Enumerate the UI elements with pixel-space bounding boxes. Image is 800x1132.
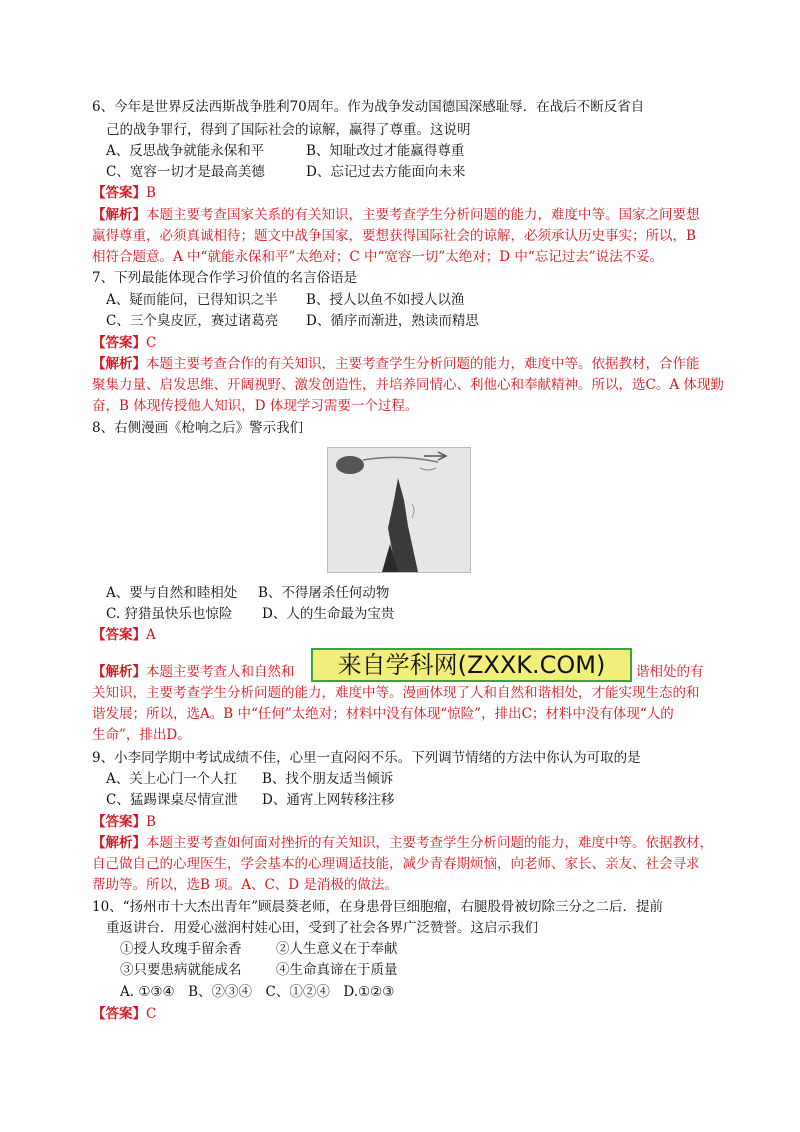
- q8-analysis-text1a: 本题主要考查人和自然和: [146, 664, 295, 680]
- q10-answer-tag: 【答案】: [92, 1006, 146, 1022]
- q8-option-d: D、人的生命最为宝贵: [262, 606, 395, 622]
- q10-answer-value: C: [146, 1006, 157, 1022]
- q8-analysis-text1b: 谐相处的有: [636, 664, 704, 680]
- q7-analysis-line3: 奋，B 体现传授他人知识，D 体现学习需要一个过程。: [92, 398, 419, 414]
- q7-option-d: D、循序而渐进，熟读而精思: [306, 313, 479, 329]
- q6-option-a: A、反思战争就能永保和平: [106, 143, 265, 159]
- q10-statement-1: ①授人玫瑰手留余香: [120, 941, 242, 957]
- q9-analysis-line1: [92, 833, 713, 853]
- q6-option-c: C、宽容一切才是最高美德: [106, 164, 265, 180]
- q9-option-b: B、找个朋友适当倾诉: [262, 771, 394, 787]
- q10-statement-2: ②人生意义在于奉献: [276, 941, 398, 957]
- q10-options: A. ①③④ B、②③④ C、①②④ D.①②③: [120, 984, 395, 1000]
- watermark-banner: 来自学科网(ZXXK.COM): [311, 648, 632, 682]
- q9-option-d: D、通宵上网转移注移: [262, 792, 395, 808]
- q6-option-d: D、忘记过去方能面向未来: [306, 164, 466, 180]
- q6-analysis-line2: 赢得尊重，必须真诚相待；题文中战争国家，要想获得国际社会的谅解，必须承认历史事实；所以，B: [92, 228, 696, 244]
- q7-analysis-tag: 【解析】: [92, 356, 146, 372]
- q7-analysis-line2: 聚集力量、启发思维、开阔视野、激发创造性，并培养同情心、利他心和奉献精神。所以，选C。A 体现勤: [92, 377, 724, 393]
- q8-answer: [92, 625, 156, 645]
- q7-option-b: B、授人以鱼不如授人以渔: [306, 292, 465, 308]
- q6-answer-value: B: [146, 185, 156, 201]
- q7-analysis-text1: 本题主要考查合作的有关知识，主要考查学生分析问题的能力，难度中等。依据教材，合作能: [146, 356, 700, 372]
- q10-statement-3: ③只要患病就能成名: [120, 962, 242, 978]
- q9-analysis-text1: 本题主要考查如何面对挫折的有关知识，主要考查学生分析问题的能力，难度中等。依据教材，: [146, 835, 713, 851]
- q7-answer-tag: 【答案】: [92, 335, 146, 351]
- q6-analysis-line3: 相符合题意。A 中“就能永保和平”太绝对；C 中“宽容一切”太绝对；D 中“忘记过去”说法不妥。: [92, 249, 664, 265]
- q9-stem: 9、小李同学期中考试成绩不佳，心里一直闷闷不乐。下列调节情绪的方法中你认为可取的是: [92, 750, 641, 766]
- q9-answer: [92, 812, 156, 832]
- cartoon-image: [327, 447, 471, 573]
- q8-analysis-line3: 谐发展；所以，选A。B 中“任何”太绝对；材料中没有体现“惊险”，排出C；材料中没有体现“人的: [92, 706, 674, 722]
- q7-analysis-line1: [92, 354, 700, 374]
- q9-analysis-line2: 自己做自己的心理医生，学会基本的心理调适技能，减少青春期烦恼，向老师、家长、亲友、社会寻求: [92, 856, 700, 872]
- q9-answer-value: B: [146, 814, 156, 830]
- q8-analysis-line4: 生命”，排出D。: [92, 727, 191, 743]
- q8-answer-value: A: [146, 627, 156, 643]
- cartoon-drawing: [328, 448, 470, 572]
- q6-option-b: B、知耻改过才能赢得尊重: [306, 143, 465, 159]
- q6-answer: [92, 183, 156, 203]
- q6-analysis-text1: 本题主要考查国家关系的有关知识，主要考查学生分析问题的能力，难度中等。国家之间要想: [146, 207, 700, 223]
- q9-analysis-tag: 【解析】: [92, 835, 146, 851]
- q6-analysis-tag: 【解析】: [92, 207, 146, 223]
- q8-option-c: C. 狩猎虽快乐也惊险: [106, 606, 233, 622]
- q6-answer-tag: 【答案】: [92, 185, 146, 201]
- q10-statement-4: ④生命真谛在于质量: [276, 962, 398, 978]
- q8-option-a: A、要与自然和睦相处: [106, 585, 238, 601]
- q8-stem: 8、右侧漫画《枪响之后》警示我们: [92, 420, 304, 436]
- q7-option-c: C、三个臭皮匠，赛过诸葛亮: [106, 313, 279, 329]
- q8-analysis-line1: [92, 662, 295, 682]
- q7-option-a: A、疑而能问，已得知识之半: [106, 292, 278, 308]
- q10-stem-line2: 重返讲台．用爱心滋润村娃心田，受到了社会各界广泛赞誉。这启示我们: [106, 920, 538, 936]
- q7-answer-value: C: [146, 335, 157, 351]
- q9-answer-tag: 【答案】: [92, 814, 146, 830]
- bird-shape: [336, 456, 364, 474]
- q8-answer-tag: 【答案】: [92, 627, 146, 643]
- q9-option-c: C、猛踢课桌尽情宣泄: [106, 792, 238, 808]
- q7-stem: 7、下列最能体现合作学习价值的名言俗语是: [92, 270, 358, 286]
- q9-option-a: A、关上心门一个人扛: [106, 771, 238, 787]
- q6-analysis-line1: [92, 205, 700, 225]
- q8-option-b: B、不得屠杀任何动物: [258, 585, 390, 601]
- q6-stem-line1: 6、今年是世界反法西斯战争胜利70周年。作为战争发动国德国深感耻辱．在战后不断反省自: [92, 99, 645, 115]
- q8-analysis-tag: 【解析】: [92, 664, 146, 680]
- q8-analysis-line2: 关知识，主要考查学生分析问题的能力，难度中等。漫画体现了人和自然和谐相处，才能实现生态的和: [92, 685, 700, 701]
- q10-stem-line1: 10、“扬州市十大杰出青年”顾晨葵老师，在身患骨巨细胞瘤，右腿股骨被切除三分之二后．提前: [92, 899, 663, 915]
- q10-answer: [92, 1004, 156, 1024]
- q6-stem-line2: 己的战争罪行，得到了国际社会的谅解，赢得了尊重。这说明: [106, 122, 471, 138]
- q9-analysis-line3: 帮助等。所以，选B 项。A、C、D 是消极的做法。: [92, 877, 398, 893]
- q7-answer: [92, 333, 156, 353]
